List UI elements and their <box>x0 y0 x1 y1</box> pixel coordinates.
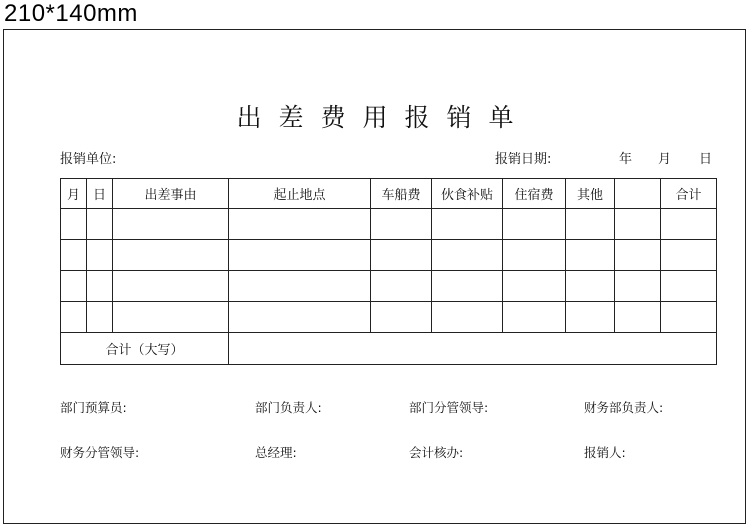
date-day-label: 日 <box>699 152 713 167</box>
cell-blank[interactable] <box>615 240 661 271</box>
cell-total[interactable] <box>661 302 717 333</box>
header-month: 月 <box>61 179 87 209</box>
table-row <box>61 302 717 333</box>
signature-finance-head: 财务部负责人: <box>584 400 664 415</box>
cell-blank[interactable] <box>615 302 661 333</box>
cell-transport-fee[interactable] <box>371 240 432 271</box>
cell-route[interactable] <box>229 209 371 240</box>
cell-day[interactable] <box>87 271 113 302</box>
header-trip-purpose: 出差事由 <box>113 179 229 209</box>
cell-route[interactable] <box>229 240 371 271</box>
cell-lodging-fee[interactable] <box>503 240 566 271</box>
table-row <box>61 209 717 240</box>
cell-transport-fee[interactable] <box>371 271 432 302</box>
paper-size-label: 210*140mm <box>4 0 138 27</box>
cell-trip-purpose[interactable] <box>113 240 229 271</box>
cell-other[interactable] <box>566 209 615 240</box>
cell-meal-allowance[interactable] <box>432 240 503 271</box>
header-total: 合计 <box>661 179 717 209</box>
total-in-words-field[interactable] <box>229 333 717 365</box>
cell-other[interactable] <box>566 271 615 302</box>
cell-other[interactable] <box>566 240 615 271</box>
header-transport-fee: 车船费 <box>371 179 432 209</box>
cell-route[interactable] <box>229 302 371 333</box>
cell-lodging-fee[interactable] <box>503 271 566 302</box>
signature-dept-head: 部门负责人: <box>255 400 322 415</box>
header-other: 其他 <box>566 179 615 209</box>
signature-claimant: 报销人: <box>584 445 626 460</box>
signature-finance-leader: 财务分管领导: <box>60 445 140 460</box>
table-row <box>61 271 717 302</box>
form-title: 出差费用报销单 <box>236 103 531 132</box>
expense-table <box>60 178 717 365</box>
cell-blank[interactable] <box>615 271 661 302</box>
cell-trip-purpose[interactable] <box>113 302 229 333</box>
cell-lodging-fee[interactable] <box>503 302 566 333</box>
signature-budget-officer: 部门预算员: <box>60 400 127 415</box>
cell-month[interactable] <box>61 240 87 271</box>
table-header-row <box>61 179 717 209</box>
cell-meal-allowance[interactable] <box>432 209 503 240</box>
cell-lodging-fee[interactable] <box>503 209 566 240</box>
header-blank <box>615 179 661 209</box>
cell-total[interactable] <box>661 240 717 271</box>
header-route: 起止地点 <box>229 179 371 209</box>
cell-transport-fee[interactable] <box>371 209 432 240</box>
signature-accounting-review: 会计核办: <box>409 445 464 460</box>
cell-route[interactable] <box>229 271 371 302</box>
cell-month[interactable] <box>61 209 87 240</box>
reimbursement-unit-label: 报销单位: <box>60 152 117 167</box>
signature-general-manager: 总经理: <box>255 445 297 460</box>
cell-day[interactable] <box>87 240 113 271</box>
cell-day[interactable] <box>87 209 113 240</box>
table-row <box>61 240 717 271</box>
cell-total[interactable] <box>661 209 717 240</box>
cell-total[interactable] <box>661 271 717 302</box>
signature-dept-leader: 部门分管领导: <box>409 400 489 415</box>
cell-blank[interactable] <box>615 209 661 240</box>
cell-meal-allowance[interactable] <box>432 271 503 302</box>
cell-day[interactable] <box>87 302 113 333</box>
header-meal-allowance: 伙食补贴 <box>432 179 503 209</box>
date-year-label: 年 <box>619 152 633 167</box>
cell-other[interactable] <box>566 302 615 333</box>
header-lodging-fee: 住宿费 <box>503 179 566 209</box>
cell-month[interactable] <box>61 302 87 333</box>
cell-transport-fee[interactable] <box>371 302 432 333</box>
total-row <box>61 333 717 365</box>
cell-meal-allowance[interactable] <box>432 302 503 333</box>
date-month-label: 月 <box>658 152 672 167</box>
total-in-words-label: 合计（大写） <box>61 333 229 365</box>
cell-month[interactable] <box>61 271 87 302</box>
cell-trip-purpose[interactable] <box>113 209 229 240</box>
header-day: 日 <box>87 179 113 209</box>
date-label: 报销日期: <box>495 152 552 167</box>
cell-trip-purpose[interactable] <box>113 271 229 302</box>
